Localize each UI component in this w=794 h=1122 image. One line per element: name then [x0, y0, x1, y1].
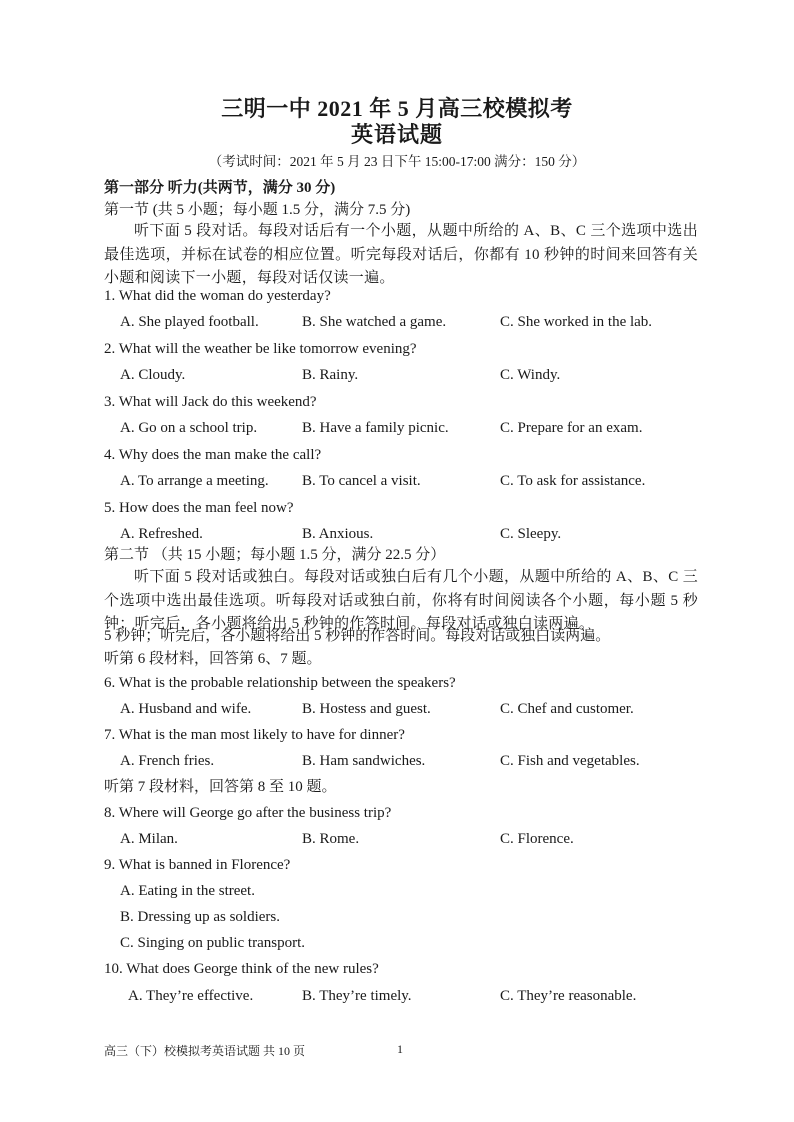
q1-option-c: C. She worked in the lab.	[500, 314, 653, 330]
exam-title: 三明一中 2021 年 5 月高三校模拟考	[221, 96, 573, 121]
q4-option-a: A. To arrange a meeting.	[120, 473, 269, 489]
q4-option-b: B. To cancel a visit.	[302, 473, 421, 489]
q3-option-c: C. Prepare for an exam.	[500, 420, 643, 436]
q6-option-a: A. Husband and wife.	[120, 701, 252, 717]
q6-option-b: B. Hostess and guest.	[302, 701, 431, 717]
material-6-heading: 听第 6 段材料，回答第 6、7 题。	[104, 651, 322, 667]
q5-option-c: C. Sleepy.	[500, 526, 562, 542]
question-9: 9. What is banned in Florence?	[104, 857, 291, 873]
q3-option-b: B. Have a family picnic.	[302, 420, 449, 436]
material-7-heading: 听第 7 段材料，回答第 8 至 10 题。	[104, 779, 337, 795]
q5-option-b: B. Anxious.	[302, 526, 374, 542]
question-4: 4. Why does the man make the call?	[104, 447, 322, 463]
footer-label: 高三（下）校模拟考英语试题 共 10 页	[104, 1044, 306, 1058]
q9-option-c: C. Singing on public transport.	[120, 935, 305, 951]
q7-option-a: A. French fries.	[120, 753, 215, 769]
section2-instructions: 听下面 5 段对话或独白。每段对话或独白后有几个小题，从题中所给的 A、B、C 三个选项中选出最佳选项。听每段对话或独白前，你将有时间阅读各个小题，每小题 5 秒钟；听完后，各小题将给出 5 秒钟的作答时间。每段对话或独白读两遍。	[104, 569, 698, 632]
q2-option-a: A. Cloudy.	[120, 367, 186, 383]
exam-info: （考试时间：2021 年 5 月 23 日下午 15:00-17:00 满分：150 分）	[208, 154, 586, 169]
exam-subtitle: 英语试题	[350, 122, 443, 147]
q9-option-a: A. Eating in the street.	[120, 883, 255, 899]
question-1: 1. What did the woman do yesterday?	[104, 288, 331, 304]
q10-option-a: A. They’re effective.	[128, 988, 254, 1004]
q2-option-c: C. Windy.	[500, 367, 561, 383]
q2-option-b: B. Rainy.	[302, 367, 359, 383]
section1-heading: 第一节 (共 5 小题；每小题 1.5 分，满分 7.5 分)	[104, 202, 411, 218]
q9-option-b: B. Dressing up as soldiers.	[120, 909, 280, 925]
part1-heading: 第一部分 听力(共两节，满分 30 分)	[104, 180, 336, 196]
section1-instructions: 听下面 5 段对话。每段对话后有一个小题，从题中所给的 A、B、C 三个选项中选出最佳选项，并标在试卷的相应位置。听完每段对话后，你都有 10 秒钟的时间来回答有关小题和阅读下一小题，每段对话仅读一遍。	[104, 223, 698, 286]
question-2: 2. What will the weather be like tomorrow evening?	[104, 341, 417, 357]
question-10: 10. What does George think of the new rules?	[104, 961, 379, 977]
question-3: 3. What will Jack do this weekend?	[104, 394, 317, 410]
question-8: 8. Where will George go after the business trip?	[104, 805, 392, 821]
q1-option-b: B. She watched a game.	[302, 314, 447, 330]
q5-option-a: A. Refreshed.	[120, 526, 203, 542]
q8-option-a: A. Milan.	[120, 831, 178, 847]
q1-option-a: A. She played football.	[120, 314, 259, 330]
page-number: 1	[397, 1042, 403, 1056]
q8-option-c: C. Florence.	[500, 831, 574, 847]
question-6: 6. What is the probable relationship between the speakers?	[104, 675, 456, 691]
q7-option-c: C. Fish and vegetables.	[500, 753, 640, 769]
q8-option-b: B. Rome.	[302, 831, 360, 847]
q6-option-c: C. Chef and customer.	[500, 701, 634, 717]
q7-option-b: B. Ham sandwiches.	[302, 753, 426, 769]
q4-option-c: C. To ask for assistance.	[500, 473, 646, 489]
question-5: 5. How does the man feel now?	[104, 500, 294, 516]
question-7: 7. What is the man most likely to have for dinner?	[104, 727, 405, 743]
q10-option-c: C. They’re reasonable.	[500, 988, 637, 1004]
q10-option-b: B. They’re timely.	[302, 988, 412, 1004]
q3-option-a: A. Go on a school trip.	[120, 420, 258, 436]
section2-repeat-line: 5 秒钟；听完后，各小题将给出 5 秒钟的作答时间。每段对话或独白读两遍。	[104, 628, 611, 644]
section2-heading: 第二节 （共 15 小题；每小题 1.5 分，满分 22.5 分）	[104, 547, 446, 563]
